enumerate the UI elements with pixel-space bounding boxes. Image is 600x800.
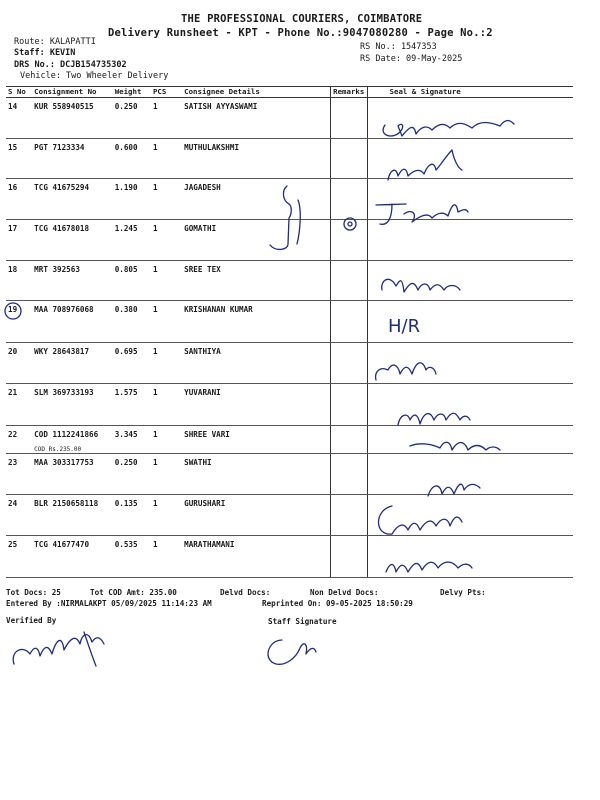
circle-row-19-mark: [5, 303, 21, 319]
row-consignee: GOMATHI: [182, 220, 331, 261]
row-sno: 14: [6, 98, 32, 139]
row-weight: 0.380: [113, 301, 151, 343]
remark-circle-mark: [344, 218, 356, 230]
row-sno: 25: [6, 536, 32, 578]
rs-number: RS No.: 1547353: [360, 42, 437, 52]
signature-row-22: [410, 442, 500, 450]
staff-label: Staff: KEVIN: [14, 48, 76, 58]
signature-row-23: [428, 484, 480, 496]
row-consignment-number: COD 1112241866: [34, 430, 99, 439]
runsheet-subtitle: Delivery Runsheet - KPT - Phone No.:9047080280 - Page No.:2: [108, 27, 493, 39]
row-pcs: 1: [151, 426, 182, 454]
row-sno: 23: [6, 454, 32, 495]
row-consignment: TCG 41675294: [32, 179, 113, 220]
row-sno: 20: [6, 343, 32, 384]
staff-signature-label: Staff Signature: [268, 617, 337, 626]
bracket-mark: [270, 186, 291, 249]
row-consignee: SHREE VARI: [182, 426, 331, 454]
row-consignment: MRT 392563: [32, 261, 113, 301]
signature-row-16: [376, 204, 468, 224]
col-pcs: PCS: [151, 87, 182, 98]
row-pcs: 1: [151, 220, 182, 261]
row-weight: 0.250: [113, 98, 151, 139]
signature-staff: [268, 640, 316, 664]
row-sno: 19: [6, 301, 32, 343]
row-consignee: MUTHULAKSHMI: [182, 139, 331, 179]
row-consignee: SATISH AYYASWAMI: [182, 98, 331, 139]
row-weight: 0.600: [113, 139, 151, 179]
row-consignment: TCG 41677470: [32, 536, 113, 578]
row-pcs: 1: [151, 343, 182, 384]
row-consignee: MARATHAMANI: [182, 536, 331, 578]
row-pcs: 1: [151, 301, 182, 343]
row-sno: 21: [6, 384, 32, 426]
rs-date: RS Date: 09-May-2025: [360, 54, 463, 64]
signature-row-20: [376, 363, 436, 380]
row-consignment: TCG 41678018: [32, 220, 113, 261]
entered-by: Entered By :NIRMALAKPT 05/09/2025 11:14:23 AM: [6, 599, 212, 608]
row-pcs: 1: [151, 98, 182, 139]
non-delivered-docs: Non Delvd Docs:: [310, 588, 379, 597]
row-consignee: GURUSHARI: [182, 495, 331, 536]
row-consignment: MAA 708976068: [32, 301, 113, 343]
company-name: THE PROFESSIONAL COURIERS, COIMBATORE: [181, 13, 423, 25]
row-sno: 22: [6, 426, 32, 454]
signature-row-14: [383, 121, 514, 137]
col-weight: Weight: [113, 87, 151, 98]
row-consignment: BLR 2150658118: [32, 495, 113, 536]
row-consignment: MAA 303317753: [32, 454, 113, 495]
signature-row-21: [398, 413, 470, 425]
delivery-points: Delvy Pts:: [440, 588, 486, 597]
row-consignee: JAGADESH: [182, 179, 331, 220]
signature-row-15: [388, 150, 462, 180]
signature-row-24: [379, 506, 463, 534]
row-weight: 0.805: [113, 261, 151, 301]
row-pcs: 1: [151, 384, 182, 426]
verified-by-label: Verified By: [6, 616, 57, 625]
row-sno: 24: [6, 495, 32, 536]
col-remarks: Remarks: [331, 87, 367, 98]
row-pcs: 1: [151, 454, 182, 495]
row-weight: 1.245: [113, 220, 151, 261]
signature-row-25: [386, 562, 472, 572]
row-consignee: SANTHIYA: [182, 343, 331, 384]
row-weight: 3.345: [113, 426, 151, 454]
row-weight: 0.250: [113, 454, 151, 495]
col-consignee: Consignee Details: [182, 87, 331, 98]
col-consignment: Consignment No: [32, 87, 113, 98]
row-consignment: PGT 7123334: [32, 139, 113, 179]
bracket-stroke: [297, 200, 300, 244]
cod-amount-note: COD Rs.235.00: [34, 446, 82, 453]
row-consignment: KUR 558940515: [32, 98, 113, 139]
row-weight: 0.695: [113, 343, 151, 384]
hand-note-hr: H/R: [388, 316, 421, 337]
row-sno: 18: [6, 261, 32, 301]
row-pcs: 1: [151, 261, 182, 301]
row-consignment: WKY 28643817: [32, 343, 113, 384]
row-pcs: 1: [151, 139, 182, 179]
total-docs: Tot Docs: 25: [6, 588, 61, 597]
row-pcs: 1: [151, 179, 182, 220]
col-signature: Seal & Signature: [367, 87, 573, 98]
row-weight: 1.575: [113, 384, 151, 426]
row-sno: 15: [6, 139, 32, 179]
total-cod-amount: Tot COD Amt: 235.00: [90, 588, 177, 597]
row-consignment: SLM 369733193: [32, 384, 113, 426]
reprinted-on: Reprinted On: 09-05-2025 18:50:29: [262, 599, 413, 608]
row-consignee: YUVARANI: [182, 384, 331, 426]
row-pcs: 1: [151, 495, 182, 536]
vehicle-label: Vehicle: Two Wheeler Delivery: [20, 71, 169, 81]
drs-number: DRS No.: DCJB154735302: [14, 60, 127, 70]
row-consignee: SREE TEX: [182, 261, 331, 301]
signature-row-18: [382, 279, 460, 292]
row-weight: 0.535: [113, 536, 151, 578]
row-weight: 0.135: [113, 495, 151, 536]
row-sno: 16: [6, 179, 32, 220]
delivered-docs: Delvd Docs:: [220, 588, 271, 597]
col-sno: S No: [6, 87, 32, 98]
row-consignee: KRISHANAN KUMAR: [182, 301, 331, 343]
route-label: Route: KALAPATTI: [14, 37, 96, 47]
row-weight: 1.190: [113, 179, 151, 220]
row-sno: 17: [6, 220, 32, 261]
row-consignee: SWATHI: [182, 454, 331, 495]
row-pcs: 1: [151, 536, 182, 578]
remark-circle-dot: [348, 222, 352, 226]
